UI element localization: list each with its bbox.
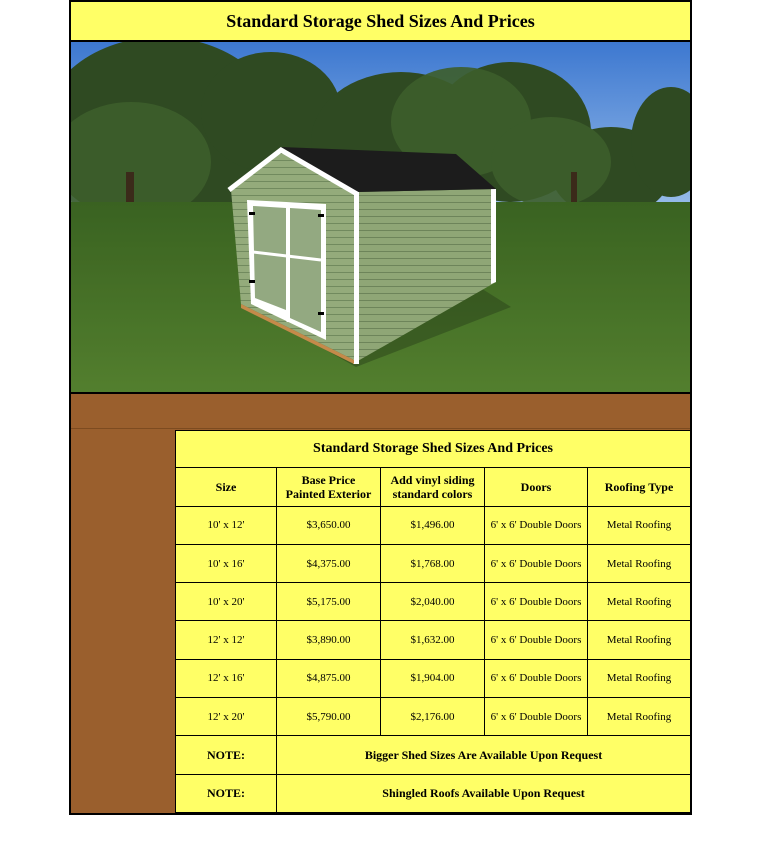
cell-roofing: Metal Roofing [588, 506, 691, 544]
cell-base-price: $4,375.00 [277, 544, 381, 582]
table-header-row [176, 468, 691, 506]
cell-doors: 6' x 6' Double Doors [485, 583, 588, 621]
table-row [176, 621, 691, 659]
table-row [176, 698, 691, 736]
cell-base-price: $5,790.00 [277, 698, 381, 736]
page-frame [69, 0, 692, 815]
cell-roofing: Metal Roofing [588, 621, 691, 659]
table-row [176, 506, 691, 544]
note-text: Shingled Roofs Available Upon Request [277, 774, 691, 812]
page-title: Standard Storage Shed Sizes And Prices [71, 2, 690, 42]
shed-photo [71, 42, 690, 394]
table-background [71, 394, 690, 813]
cell-roofing: Metal Roofing [588, 659, 691, 697]
note-row [176, 774, 691, 812]
cell-base-price: $3,650.00 [277, 506, 381, 544]
header-roofing: Roofing Type [588, 468, 691, 506]
cell-base-price: $4,875.00 [277, 659, 381, 697]
cell-roofing: Metal Roofing [588, 583, 691, 621]
header-base-price [277, 468, 381, 506]
table-caption: Standard Storage Shed Sizes And Prices [176, 431, 691, 468]
header-vinyl-line1: Add vinyl siding [390, 472, 475, 487]
header-vinyl [381, 468, 485, 506]
cell-vinyl-price: $2,176.00 [381, 698, 485, 736]
cell-vinyl-price: $1,632.00 [381, 621, 485, 659]
table-row [176, 544, 691, 582]
note-label: NOTE: [176, 736, 277, 774]
cell-doors: 6' x 6' Double Doors [485, 621, 588, 659]
cell-size: 10' x 20' [176, 583, 277, 621]
divider [71, 428, 690, 429]
cell-size: 12' x 12' [176, 621, 277, 659]
header-doors: Doors [485, 468, 588, 506]
price-table [175, 430, 691, 813]
cell-vinyl-price: $1,496.00 [381, 506, 485, 544]
cell-base-price: $3,890.00 [277, 621, 381, 659]
header-base-price-line1: Base Price [301, 472, 356, 487]
cell-size: 12' x 16' [176, 659, 277, 697]
cell-roofing: Metal Roofing [588, 544, 691, 582]
cell-vinyl-price: $1,768.00 [381, 544, 485, 582]
note-label: NOTE: [176, 774, 277, 812]
cell-base-price: $5,175.00 [277, 583, 381, 621]
cell-doors: 6' x 6' Double Doors [485, 544, 588, 582]
header-size: Size [176, 468, 277, 506]
table-row [176, 659, 691, 697]
cell-size: 10' x 12' [176, 506, 277, 544]
cell-doors: 6' x 6' Double Doors [485, 698, 588, 736]
header-base-price-line2: Painted Exterior [285, 486, 372, 501]
cell-doors: 6' x 6' Double Doors [485, 659, 588, 697]
cell-size: 10' x 16' [176, 544, 277, 582]
cell-doors: 6' x 6' Double Doors [485, 506, 588, 544]
cell-size: 12' x 20' [176, 698, 277, 736]
header-vinyl-line2: standard colors [392, 486, 473, 501]
cell-vinyl-price: $1,904.00 [381, 659, 485, 697]
table-row [176, 583, 691, 621]
note-row [176, 736, 691, 774]
cell-roofing: Metal Roofing [588, 698, 691, 736]
note-text: Bigger Shed Sizes Are Available Upon Request [277, 736, 691, 774]
cell-vinyl-price: $2,040.00 [381, 583, 485, 621]
